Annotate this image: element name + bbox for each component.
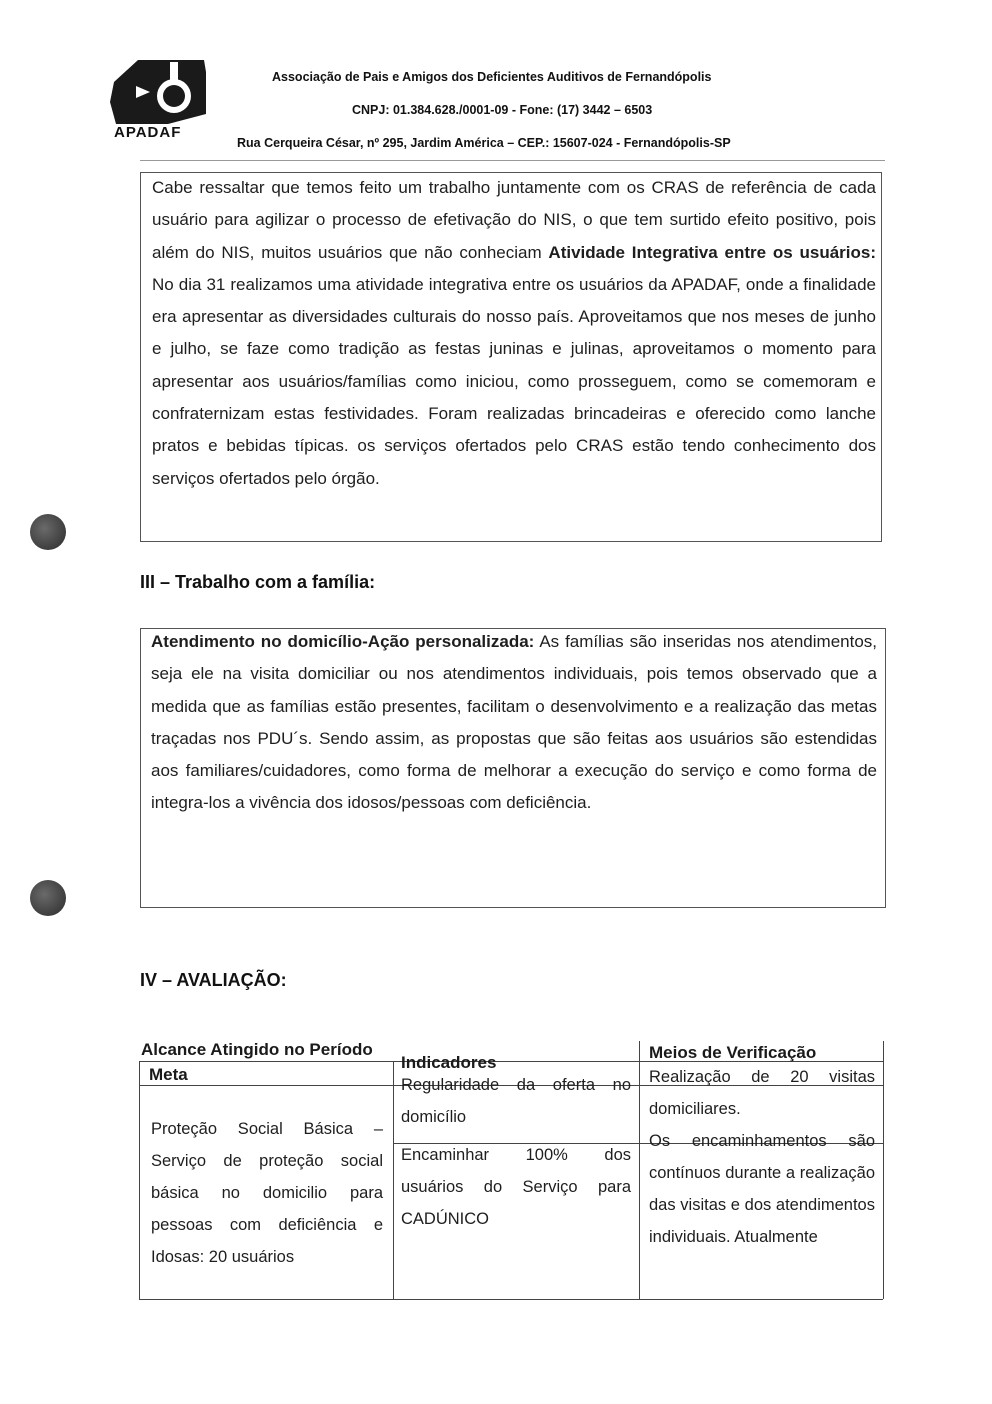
paragraph-activities-text-a: Cabe ressaltar que temos feito um trabalho juntamente com os CRAS de referência de cada usuário para agilizar o processo de efetivação do NIS, o que tem surtido efeito positivo, pois além do NIS, muitos usuários que não conheciam xyxy=(152,178,876,262)
cell-meio-2: Os encaminhamentos são contínuos durante a realização das visitas e dos atendimentos individuais. Atualmente xyxy=(649,1132,875,1246)
cell-meio-1: Realização de 20 visitas domiciliares. xyxy=(649,1068,875,1118)
cell-indicador-2: Encaminhar 100% dos usuários do Serviço para CADÚNICO xyxy=(401,1146,631,1228)
section-heading-evaluation: IV – AVALIAÇÃO: xyxy=(140,970,287,990)
table-line xyxy=(393,1061,394,1299)
paragraph-activities xyxy=(152,172,876,495)
paragraph-activities-bold: Atividade Integrativa entre os usuários: xyxy=(548,242,876,262)
header-meta: Meta xyxy=(149,1065,188,1084)
logo-text: APADAF xyxy=(114,124,182,141)
cell-meta: Proteção Social Básica – Serviço de proteção social básica no domicilio para pessoas com deficiência e Idosas: 20 usuários xyxy=(151,1120,383,1266)
header-indicadores: Indicadores xyxy=(401,1053,497,1072)
header-divider xyxy=(140,160,885,161)
hole-punch xyxy=(30,514,66,550)
cell-indicador-1: Regularidade da oferta no domicílio xyxy=(401,1076,631,1126)
org-name: Associação de Pais e Amigos dos Deficientes Auditivos de Fernandópolis xyxy=(272,70,712,84)
table-caption: Alcance Atingido no Período xyxy=(141,1040,373,1059)
paragraph-family-bold: Atendimento no domicílio-Ação personalizada: xyxy=(151,632,535,651)
section-heading-family: III – Trabalho com a família: xyxy=(140,572,376,592)
paragraph-family-text: As famílias são inseridas nos atendimentos, seja ele na visita domiciliar ou nos atendimentos individuais, pois temos observado que a medida que as famílias estão presentes, facilitam o desenvolvimento e a realização das metas traçadas nos PDU´s. Sendo assim, as propostas que são feitas aos usuários são estendidas aos familiares/cuidadores, como forma de melhorar a execução do serviço e como forma de integra-los a vivência dos idosos/pessoas com deficiência. xyxy=(151,632,878,813)
table-line xyxy=(883,1041,884,1299)
table-line xyxy=(139,1061,140,1299)
table-line xyxy=(139,1299,883,1300)
evaluation-table xyxy=(131,1035,883,1300)
paragraph-family xyxy=(151,626,877,820)
table-line xyxy=(639,1041,640,1299)
header-meios: Meios de Verificação xyxy=(649,1043,817,1062)
org-address: Rua Cerqueira César, nº 295, Jardim América – CEP.: 15607-024 - Fernandópolis-SP xyxy=(237,136,731,150)
hole-punch xyxy=(30,880,66,916)
org-cnpj-phone: CNPJ: 01.384.628./0001-09 - Fone: (17) 3442 – 6503 xyxy=(352,103,653,117)
paragraph-activities-text-b: No dia 31 realizamos uma atividade integrativa entre os usuários da APADAF, onde a finalidade era apresentar as diversidades culturais do nosso país. Aproveitamos que nos meses de junho e julho, se faze como tradição as festas juninas e julinas, aproveitamos o momento para apresentar aos usuários/famílias como iniciou, como prosseguem, como se comemoram e confraternizam estas festividades. Foram realizadas brincadeiras e oferecido como lanche pratos e bebidas típicas. os serviços ofertados pelo CRAS estão tendo conhecimento dos serviços ofertados pelo órgão. xyxy=(152,274,876,488)
